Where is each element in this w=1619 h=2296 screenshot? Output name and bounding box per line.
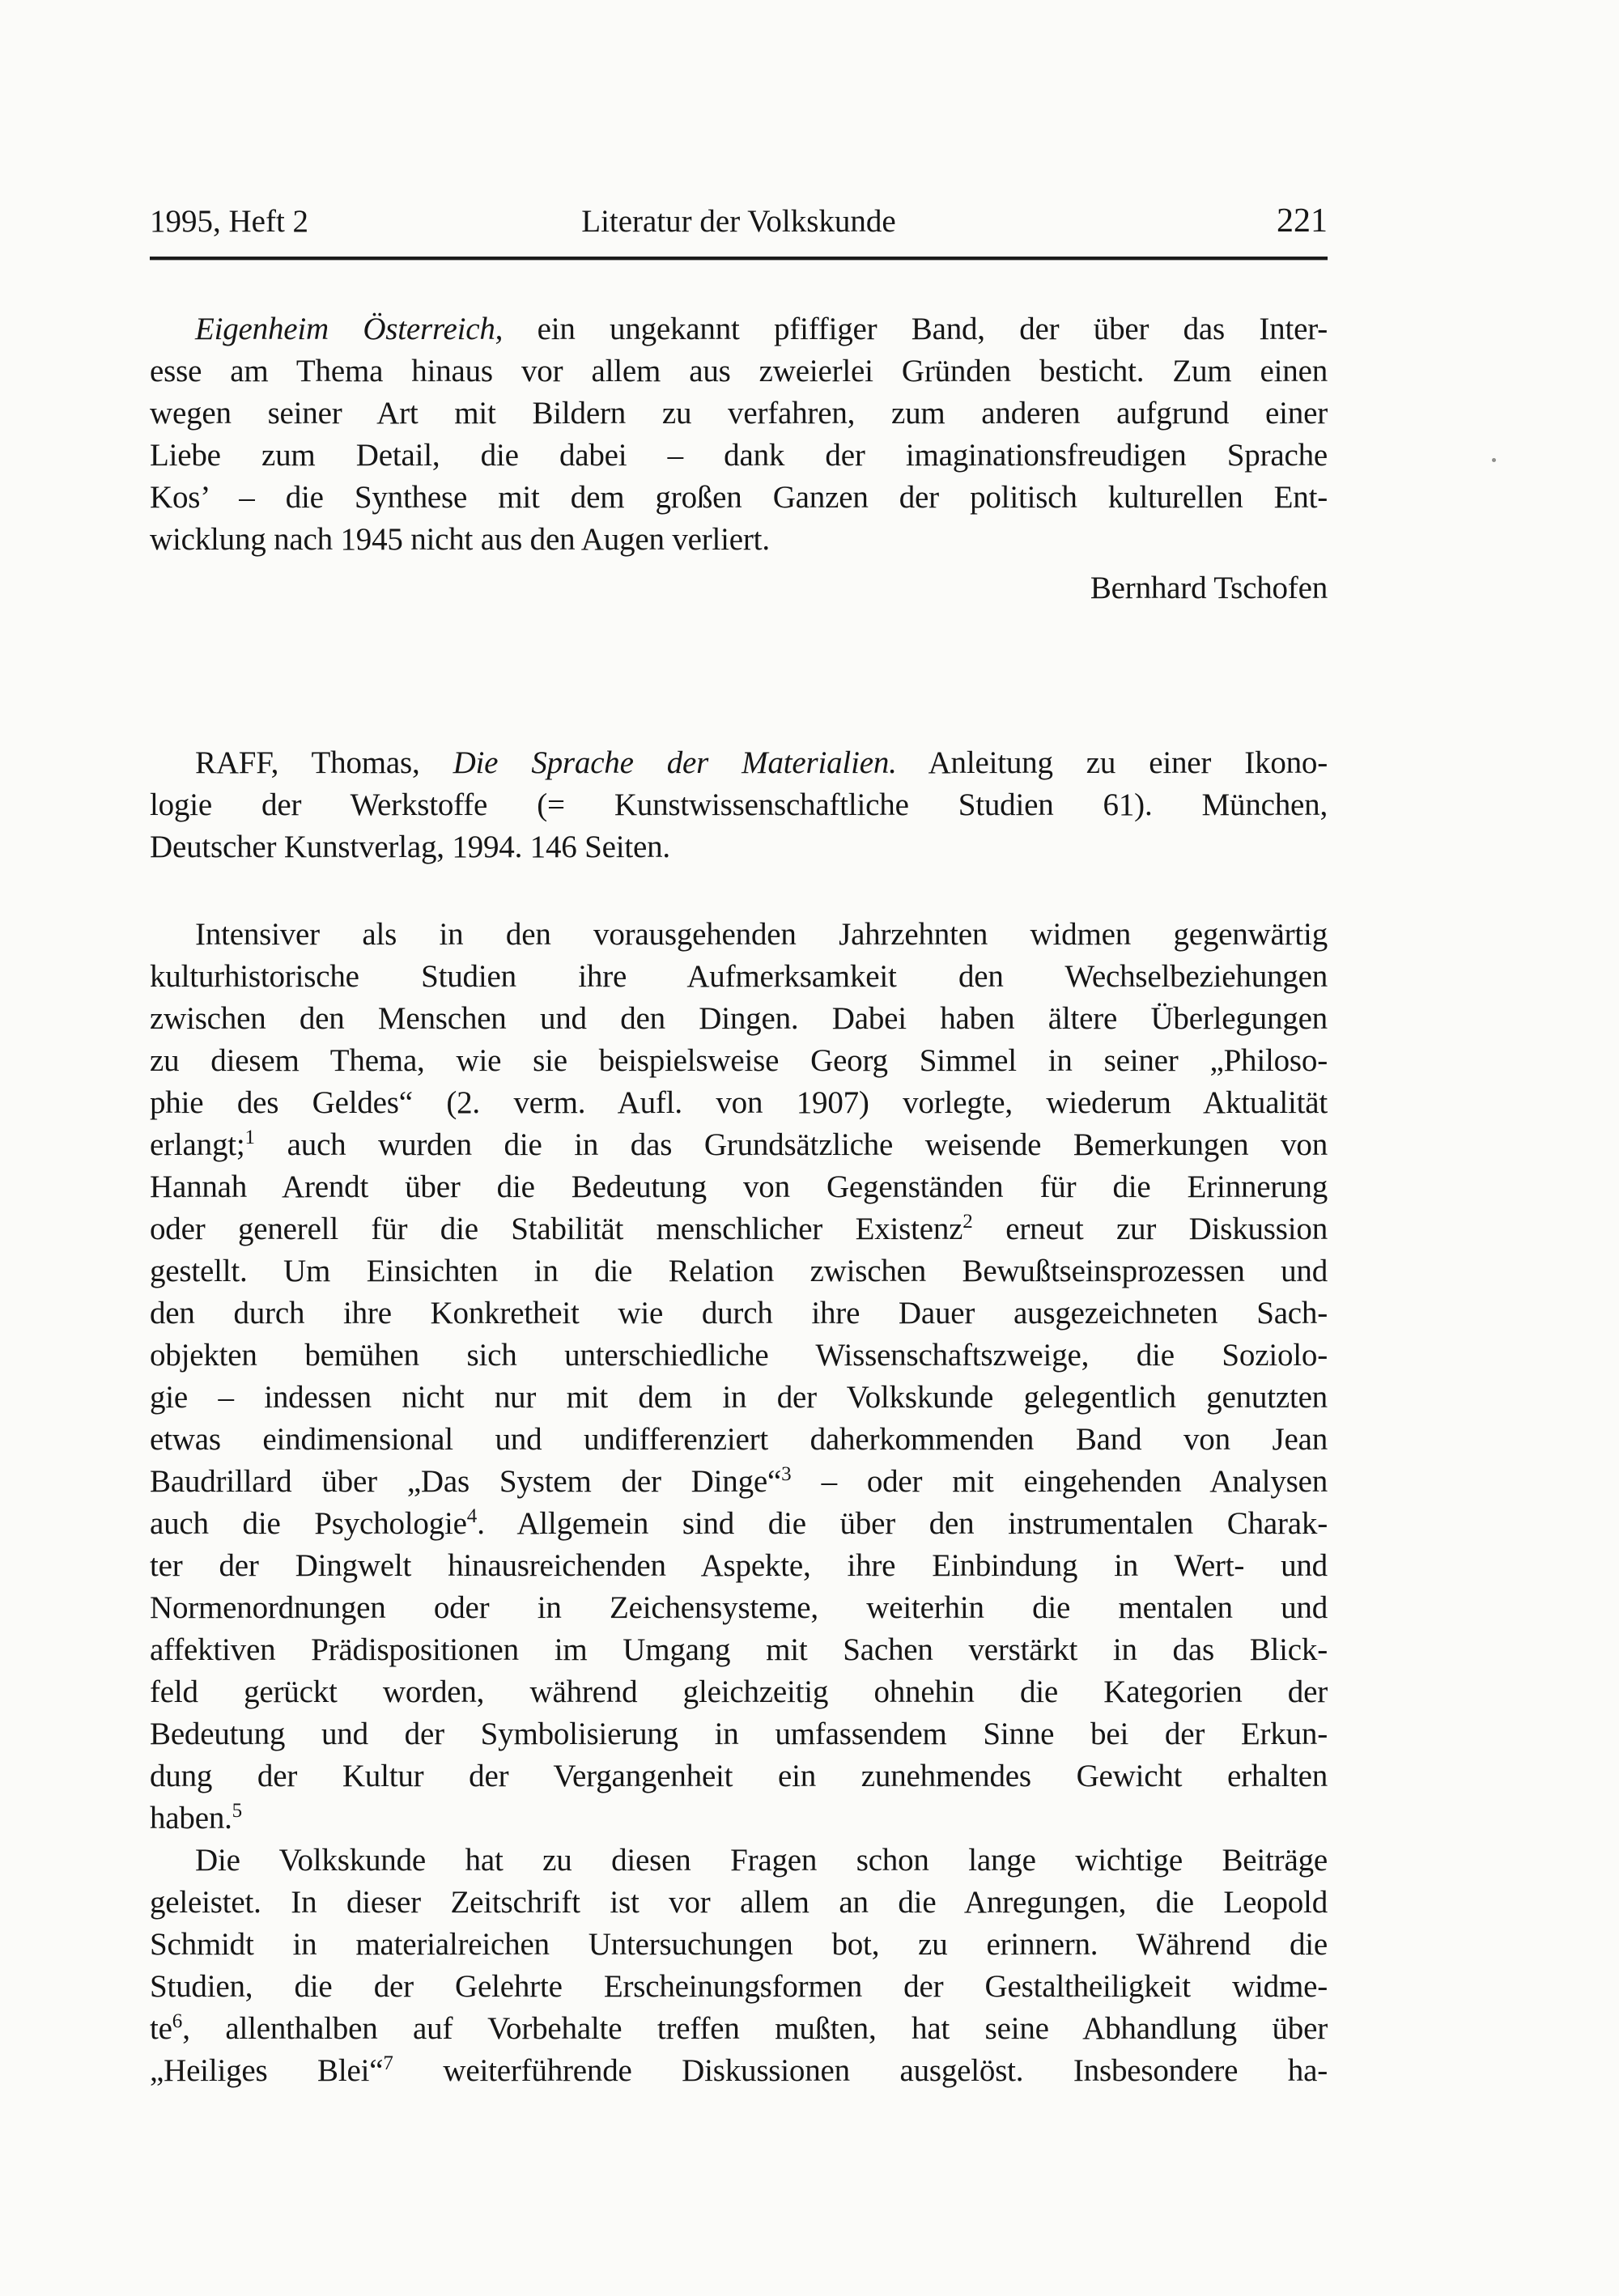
text-line: Liebe zum Detail, die dabei – dank der imaginationsfreudigen Sprache	[150, 438, 1328, 473]
text-line: kulturhistorische Studien ihre Aufmerksamkeit den Wechselbeziehungen	[150, 959, 1328, 994]
text-line: phie des Geldes“ (2. verm. Aufl. von 1907) vorlegte, wiederum Aktualität	[150, 1085, 1328, 1120]
scan-speck	[1492, 458, 1496, 462]
text-line: Die Volkskunde hat zu diesen Fragen schon lange wichtige Beiträge	[195, 1843, 1328, 1878]
text-line: gestellt. Um Einsichten in die Relation zwischen Bewußtseinsprozessen und	[150, 1254, 1328, 1288]
review-body-paragraph-2	[150, 1840, 1328, 2092]
text-line: oder generell für die Stabilität menschlicher Existenz$^2$ erneut zur Diskussion	[150, 1211, 1328, 1246]
header-issue: 1995, Heft 2	[150, 204, 309, 239]
footnote-marker: 6	[172, 2010, 183, 2032]
header-rule	[150, 257, 1328, 260]
text-line: Bedeutung und der Symbolisierung in umfassendem Sinne bei der Erkun-	[150, 1717, 1328, 1751]
header-page-number: 221	[1277, 202, 1328, 240]
text-line: gie – indessen nicht nur mit dem in der Volkskunde gelegentlich genutzten	[150, 1380, 1328, 1415]
text-line: ter der Dingwelt hinausreichenden Aspekte, ihre Einbindung in Wert- und	[150, 1548, 1328, 1583]
footnote-marker: 4	[466, 1505, 478, 1527]
page-header	[150, 204, 1328, 239]
footnote-marker: 2	[962, 1211, 973, 1233]
text-line: Baudrillard über „Das System der Dinge“$^3$ – oder mit eingehenden Analysen	[150, 1463, 1328, 1499]
text-line: erlangt;$^1$ auch wurden die in das Grundsätzliche weisende Bemerkungen von	[150, 1127, 1328, 1162]
text-line: Kos’ – die Synthese mit dem großen Ganzen der politisch kulturellen Ent-	[150, 480, 1328, 515]
text-line: dung der Kultur der Vergangenheit ein zunehmendes Gewicht erhalten	[150, 1759, 1328, 1793]
text-line: Eigenheim Österreich, ein ungekannt pfiffiger Band, der über das Inter-	[195, 312, 1328, 346]
text-line: „Heiliges Blei“$^7$ weiterführende Diskussionen ausgelöst. Insbesondere ha-	[150, 2052, 1328, 2088]
text-line: wicklung nach 1945 nicht aus den Augen verliert.	[150, 522, 770, 557]
text-line: zu diesem Thema, wie sie beispielsweise Georg Simmel in seiner „Philoso-	[150, 1043, 1328, 1078]
text-line: haben.$^5$	[150, 1800, 243, 1836]
text-line: Normenordnungen oder in Zeichensysteme, weiterhin die mentalen und	[150, 1590, 1328, 1625]
review-body-paragraph-1	[150, 914, 1328, 1840]
text-line: $te^6$, allenthalben auf Vorbehalte treffen mußten, hat seine Abhandlung über	[150, 2010, 1328, 2046]
text-line: affektiven Prädispositionen im Umgang mit Sachen verstärkt in das Blick-	[150, 1632, 1328, 1667]
text-line: auch die Psychologie$^4$. Allgemein sind die über den instrumentalen Charak-	[150, 1505, 1328, 1541]
text-line: den durch ihre Konkretheit wie durch ihre Dauer ausgezeichneten Sach-	[150, 1296, 1328, 1330]
text-line: Hannah Arendt über die Bedeutung von Gegenständen für die Erinnerung	[150, 1169, 1328, 1204]
text-line: RAFF, Thomas, Die Sprache der Materialien. Anleitung zu einer Ikono-	[195, 745, 1328, 780]
footnote-marker: 7	[383, 2052, 393, 2074]
text-line: Studien, die der Gelehrte Erscheinungsformen der Gestaltheiligkeit widme-	[150, 1969, 1328, 2004]
text-line: Intensiver als in den vorausgehenden Jahrzehnten widmen gegenwärtig	[195, 917, 1328, 952]
text-line: feld gerückt worden, während gleichzeitig ohnehin die Kategorien der	[150, 1674, 1328, 1709]
text-line: Deutscher Kunstverlag, 1994. 146 Seiten.	[150, 830, 670, 864]
text-line: zwischen den Menschen und den Dingen. Dabei haben ältere Überlegungen	[150, 1001, 1328, 1036]
text-line: Schmidt in materialreichen Untersuchungen bot, zu erinnern. Während die	[150, 1927, 1328, 1962]
header-journal-title: Literatur der Volkskunde	[581, 204, 896, 239]
text-line: objekten bemühen sich unterschiedliche Wissenschaftszweige, die Soziolo-	[150, 1338, 1328, 1373]
page-content	[150, 308, 1328, 2092]
footnote-marker: 3	[781, 1463, 792, 1485]
text-line: etwas eindimensional und undifferenziert daherkommenden Band von Jean	[150, 1422, 1328, 1457]
text-line: logie der Werkstoffe (= Kunstwissenschaftliche Studien 61). München,	[150, 787, 1328, 822]
footnote-marker: 5	[232, 1800, 243, 1822]
footnote-marker: 1	[244, 1127, 256, 1148]
review-closing-paragraph	[150, 308, 1328, 561]
text-line: geleistet. In dieser Zeitschrift ist vor allem an die Anregungen, die Leopold	[150, 1885, 1328, 1920]
text-line: esse am Thema hinaus vor allem aus zweierlei Gründen besticht. Zum einen	[150, 354, 1328, 388]
reference-entry	[150, 742, 1328, 868]
text-line: wegen seiner Art mit Bildern zu verfahren, zum anderen aufgrund einer	[150, 396, 1328, 431]
reviewer-signature: Bernhard Tschofen	[1090, 571, 1328, 605]
